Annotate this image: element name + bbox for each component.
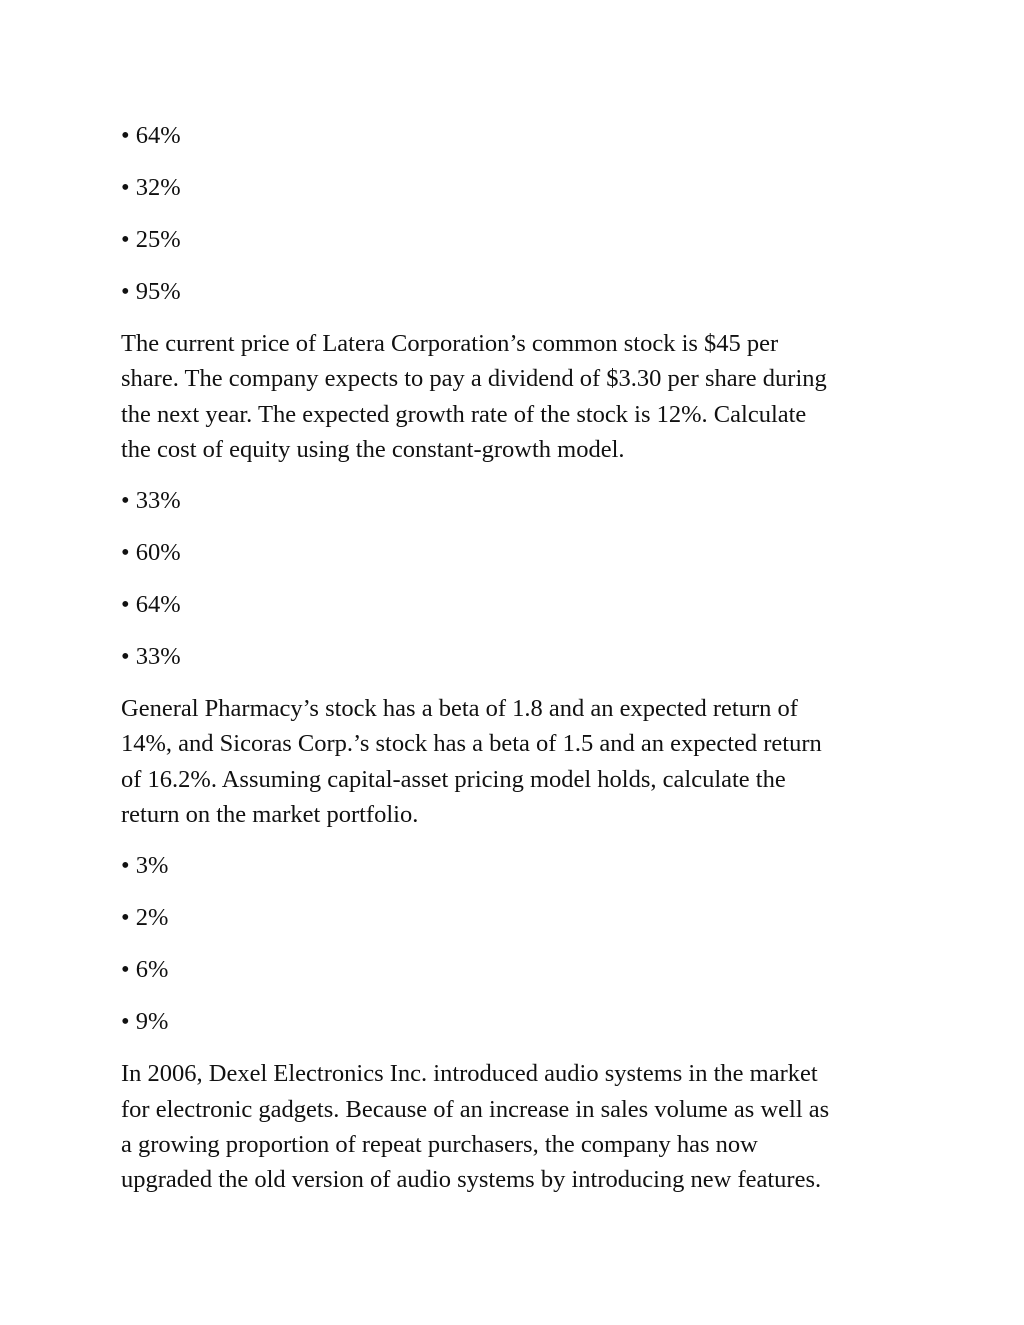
- question-dexel-electronics: In 2006, Dexel Electronics Inc. introduced audio systems in the market for electronic gadgets. Because of an increase in sales volume as well as a growing proportion of repeat purchasers, the company has now upgraded the old version of audio systems by introducing new features.: [121, 1060, 830, 1194]
- answer-option: • 25%: [121, 226, 181, 253]
- answer-option: • 2%: [121, 904, 169, 932]
- document-page: [121, 118, 911, 1214]
- answer-option: • 6%: [121, 956, 169, 984]
- answer-option: • 60%: [121, 539, 181, 567]
- answer-options-1: [121, 118, 911, 310]
- question-latera-cost-of-equity: The current price of Latera Corporation’s common stock is $45 per share. The company expects to pay a dividend of $3.30 per share during the next year. The expected growth rate of the stock is 12%. Calculate the cost of equity using the constant-growth model.: [121, 330, 827, 463]
- answer-option: • 32%: [121, 174, 181, 201]
- answer-option: • 95%: [121, 278, 181, 305]
- answer-options-2: [121, 483, 911, 675]
- answer-option: • 3%: [121, 852, 169, 880]
- answer-option: • 64%: [121, 122, 181, 149]
- answer-option: • 9%: [121, 1008, 169, 1036]
- answer-options-3: [121, 848, 911, 1040]
- answer-option: • 33%: [121, 487, 181, 515]
- answer-option: • 33%: [121, 643, 181, 671]
- question-capm-market-return: General Pharmacy’s stock has a beta of 1.8 and an expected return of 14%, and Sicoras Corp.’s stock has a beta of 1.5 and an expected return of 16.2%. Assuming capital-asset pricing model holds, calculate the return on the market portfolio.: [121, 695, 822, 829]
- answer-option: • 64%: [121, 591, 181, 619]
